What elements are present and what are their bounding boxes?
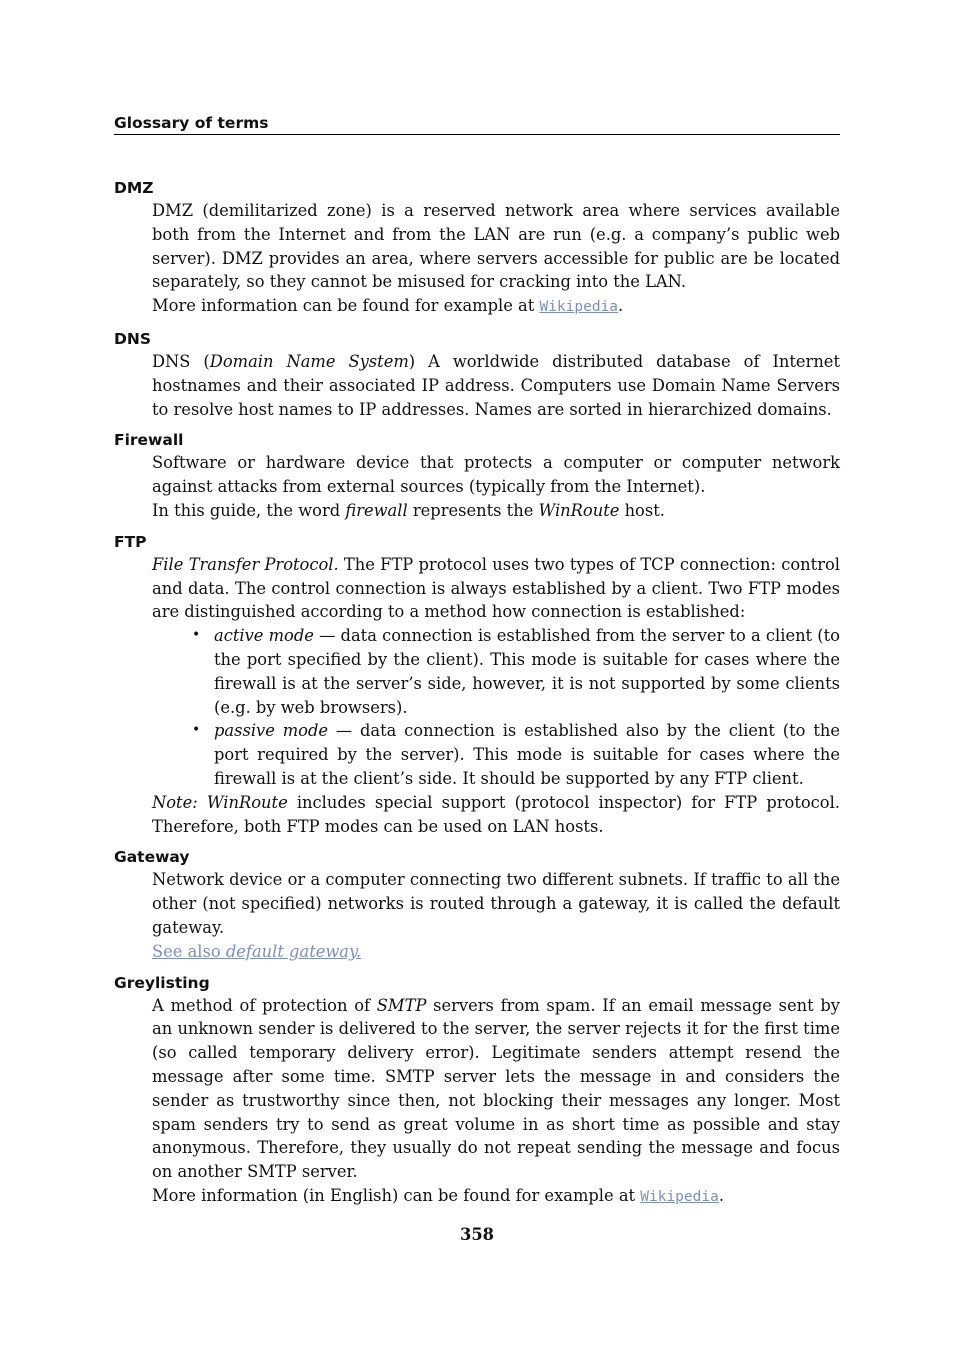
page-number: 358 (460, 1225, 494, 1244)
definition-note (152, 499, 840, 523)
definition-text: DMZ (demilitarized zone) is a reserved network area where services available both from the Internet and from the LAN are run (e.g. a company’s public web server). DMZ provides an area, where servers accessible for public are be located separately, so they cannot be misused for cracking into the LAN. (152, 201, 840, 292)
text-segment: A method of protection of (152, 995, 377, 1015)
ftp-modes-list (152, 624, 840, 791)
text-segment: The FTP protocol uses two types of TCP connection: control and data. The control connection is always established by a client. Two FTP modes are distinguished according to a method how connection is established: (152, 554, 840, 622)
punctuation: . (618, 296, 624, 316)
list-item (192, 624, 840, 719)
term-firewall: Firewall (114, 431, 184, 450)
text-segment: See also (152, 941, 226, 961)
see-also-link[interactable] (152, 942, 361, 961)
definition-gateway (152, 868, 840, 963)
definition-note (152, 791, 840, 839)
entry-greylisting (114, 972, 840, 1210)
running-header: Glossary of terms (114, 112, 840, 135)
wikipedia-link-greylisting[interactable]: Wikipedia (640, 1188, 719, 1205)
text-segment: DNS ( (152, 351, 210, 371)
definition-firewall (152, 451, 840, 522)
see-also-line (152, 940, 840, 964)
italic-term: Note: WinRoute (152, 792, 288, 812)
italic-term: WinRoute (538, 500, 620, 520)
italic-term: firewall (345, 500, 408, 520)
term-gateway: Gateway (114, 848, 190, 867)
text-segment: represents the (407, 500, 539, 520)
definition-text: Software or hardware device that protects a computer or computer network against attacks from external sources (typically from the Internet). (152, 453, 840, 497)
entry-firewall (114, 429, 840, 522)
more-info-line (152, 1184, 840, 1210)
entry-gateway (114, 846, 840, 963)
text-segment: ) A worldwide distributed database of Internet hostnames and their associated IP address. Computers use Domain Name Servers to resolve host names to IP addresses. Names are sorted in hierarchized domains. (152, 351, 840, 419)
definition-text (152, 350, 840, 421)
text-segment: — data connection is established from the server to a client (to the port specified by the client). This mode is suitable for cases where the firewall is at the server’s side, however, it is not supported by some clients (e.g. by web browsers). (214, 626, 840, 717)
more-info-text: More information can be found for example at (152, 296, 540, 316)
entry-dmz (114, 177, 840, 320)
italic-term: Domain Name System (209, 351, 409, 371)
italic-term: default gateway. (225, 941, 362, 961)
text-segment: servers from spam. If an email message sent by an unknown sender is delivered to the server, the server rejects it for the first time (so called temporary delivery error). Legitimate senders attempt resend the message after some time. SMTP server lets the message in and considers the sender as trustworthy since then, not blocking their messages any longer. Most spam senders try to send as great volume in as short time as possible and stay anonymous. Therefore, they usually do not repeat sending the message and focus on another SMTP server. (152, 995, 840, 1182)
page (114, 112, 840, 1218)
definition-text (152, 553, 840, 624)
definition-ftp (152, 553, 840, 839)
italic-term: SMTP (376, 995, 427, 1015)
punctuation: . (718, 1185, 725, 1205)
entry-ftp (114, 531, 840, 839)
text-segment: In this guide, the word (152, 500, 346, 520)
term-dmz: DMZ (114, 179, 154, 197)
definition-dns (152, 350, 840, 421)
wikipedia-link-dmz[interactable]: Wikipedia (539, 299, 619, 316)
definition-text (152, 994, 840, 1184)
definition-dmz (152, 199, 840, 320)
text-segment: includes special support (protocol inspector) for FTP protocol. Therefore, both FTP modes can be used on LAN hosts. (152, 792, 840, 836)
term-dns: DNS (114, 329, 152, 348)
more-info-text: More information (in English) can be found for example at (152, 1185, 641, 1205)
term-greylisting: Greylisting (114, 973, 210, 992)
text-segment: — data connection is established also by the client (to the port required by the server). This mode is suitable for cases where the firewall is at the client’s side. It should be supported by any FTP client. (214, 721, 840, 788)
list-item (192, 719, 840, 790)
italic-term: active mode (214, 626, 314, 646)
italic-term: File Transfer Protocol. (152, 554, 339, 574)
glossary-entries (114, 177, 840, 1210)
definition-greylisting (152, 994, 840, 1210)
more-info-line (152, 294, 840, 320)
definition-text: Network device or a computer connecting two different subnets. If traffic to all the other (not specified) networks is routed through a gateway, it is called the default gateway. (152, 870, 840, 937)
bullet-icon: • (192, 722, 201, 739)
italic-term: passive mode (214, 721, 329, 741)
bullet-icon: • (192, 627, 201, 644)
entry-dns (114, 328, 840, 421)
text-segment: host. (619, 500, 665, 520)
term-ftp: FTP (114, 532, 147, 551)
